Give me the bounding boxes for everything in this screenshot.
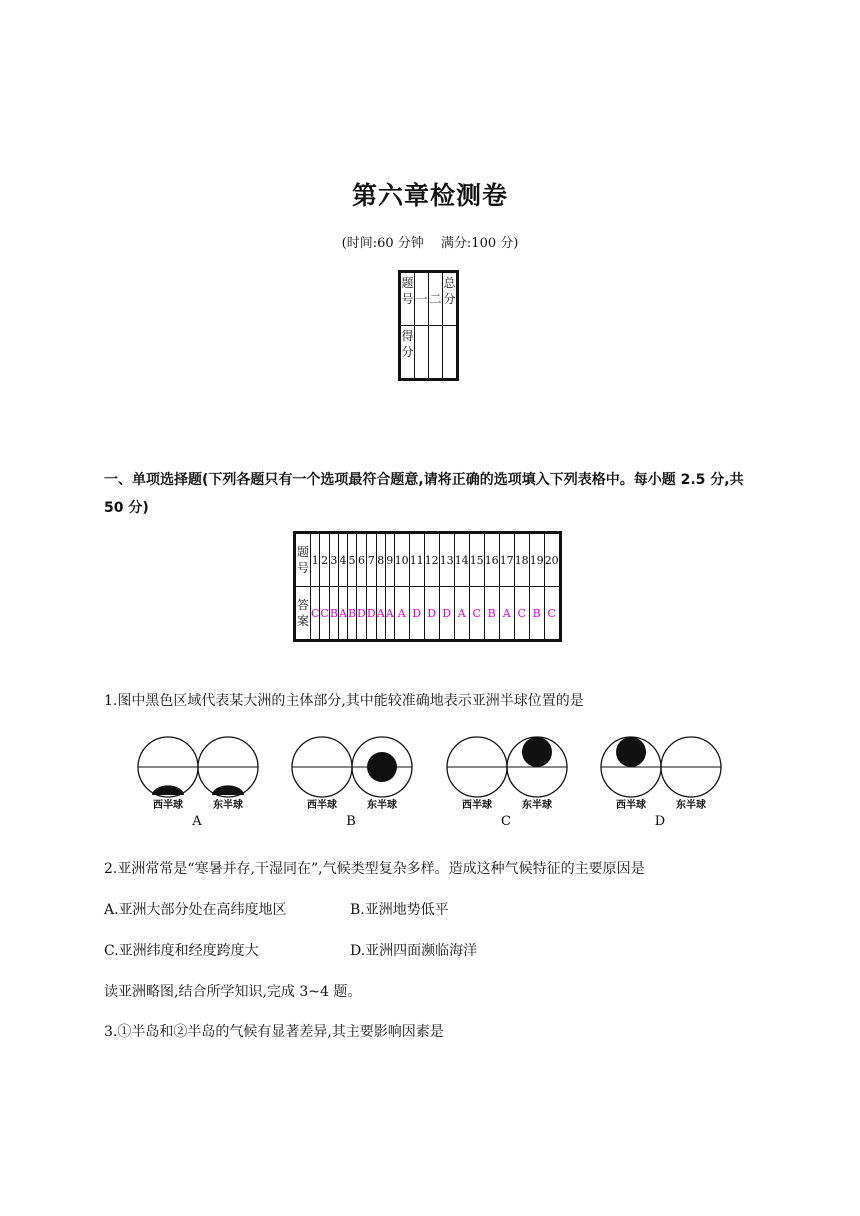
score-section-1: 一	[415, 272, 429, 326]
answer-number-cell: 2	[320, 533, 329, 587]
score-table	[398, 270, 459, 381]
west-hemisphere-label: 西半球	[462, 800, 492, 811]
question-2: 2.亚洲常常是“寒暑并存,干湿同在”,气候类型复杂多样。造成这种气候特征的主要原因是	[104, 861, 645, 877]
answer-number-cell: 4	[338, 533, 347, 587]
answer-value-cell: C	[469, 587, 484, 641]
answer-number-cell: 14	[454, 533, 469, 587]
continent-region	[367, 752, 397, 782]
hemisphere-figure	[130, 732, 730, 832]
option-letter: D	[654, 814, 666, 829]
answer-value-cell: A	[499, 587, 514, 641]
q2-option-a: A.亚洲大部分处在高纬度地区	[104, 902, 287, 918]
answer-value-cell: D	[439, 587, 454, 641]
hemisphere-option-1	[292, 737, 412, 829]
answer-number-cell: 15	[469, 533, 484, 587]
score-total-label: 总分	[443, 272, 458, 326]
continent-region	[212, 785, 244, 795]
answer-number-cell: 16	[484, 533, 499, 587]
q2-option-c: C.亚洲纬度和经度跨度大	[104, 943, 259, 959]
score-value-label: 得分	[400, 326, 415, 380]
score-cell	[429, 326, 443, 380]
east-hemisphere-label: 东半球	[676, 800, 706, 811]
east-hemisphere-label: 东半球	[522, 800, 552, 811]
answer-value-cell: A	[376, 587, 385, 641]
option-letter: B	[346, 814, 356, 829]
west-hemisphere-label: 西半球	[153, 800, 183, 811]
page-subtitle: (时间:60 分钟 满分:100 分)	[341, 236, 519, 251]
hemisphere-option-0	[138, 737, 258, 829]
answer-number-cell: 18	[514, 533, 529, 587]
answer-number-cell: 13	[439, 533, 454, 587]
answer-number-cell: 7	[366, 533, 376, 587]
answer-value-cell: C	[544, 587, 560, 641]
q2-option-b: B.亚洲地势低平	[350, 902, 449, 918]
answer-number-cell: 10	[394, 533, 409, 587]
answer-value-cell: D	[366, 587, 376, 641]
answer-value-cell: C	[320, 587, 329, 641]
q2-option-d: D.亚洲四面濒临海洋	[350, 943, 478, 959]
answer-number-cell: 6	[357, 533, 367, 587]
answer-number-cell: 19	[529, 533, 544, 587]
hemisphere-option-2	[447, 737, 567, 829]
answer-value-cell: A	[394, 587, 409, 641]
question-1: 1.图中黑色区域代表某大洲的主体部分,其中能较准确地表示亚洲半球位置的是	[104, 693, 584, 709]
west-hemisphere-label: 西半球	[307, 800, 337, 811]
continent-region	[616, 737, 646, 767]
continent-region	[152, 785, 184, 795]
answer-header-label: 题号	[295, 533, 311, 587]
answer-value-cell: B	[484, 587, 499, 641]
answer-value-cell: B	[347, 587, 356, 641]
continent-region	[522, 737, 552, 767]
answer-value-cell: D	[357, 587, 367, 641]
answer-number-cell: 9	[385, 533, 394, 587]
section-heading: 一、单项选择题(下列各题只有一个选项最符合题意,请将正确的选项填入下列表格中。每小题 2.5 分,共 50 分)	[104, 472, 744, 516]
answer-value-cell: A	[338, 587, 347, 641]
answer-value-cell: D	[409, 587, 424, 641]
score-section-2: 二	[429, 272, 443, 326]
answer-value-cell: A	[454, 587, 469, 641]
question-3: 3.①半岛和②半岛的气候有显著差异,其主要影响因素是	[104, 1024, 444, 1040]
east-hemisphere-label: 东半球	[367, 800, 397, 811]
answer-value-cell: A	[385, 587, 394, 641]
score-header-label: 题号	[400, 272, 415, 326]
answer-label: 答案	[295, 587, 311, 641]
answer-number-cell: 1	[311, 533, 320, 587]
answer-number-cell: 8	[376, 533, 385, 587]
page-title: 第六章检测卷	[351, 181, 508, 210]
west-hemisphere-label: 西半球	[616, 800, 646, 811]
answer-number-cell: 12	[424, 533, 439, 587]
answer-value-cell: B	[529, 587, 544, 641]
answer-number-cell: 5	[347, 533, 356, 587]
answer-value-cell: B	[329, 587, 338, 641]
instruction-3-4: 读亚洲略图,结合所学知识,完成 3~4 题。	[104, 984, 362, 1000]
answer-number-cell: 3	[329, 533, 338, 587]
answer-number-cell: 17	[499, 533, 514, 587]
east-hemisphere-label: 东半球	[213, 800, 243, 811]
option-letter: C	[501, 814, 511, 829]
answer-number-cell: 20	[544, 533, 560, 587]
hemisphere-option-3	[601, 737, 721, 829]
answer-value-cell: D	[424, 587, 439, 641]
option-letter: A	[192, 814, 202, 829]
score-cell	[443, 326, 458, 380]
answer-value-cell: C	[514, 587, 529, 641]
answer-value-cell: C	[311, 587, 320, 641]
score-cell	[415, 326, 429, 380]
answer-table	[293, 531, 562, 642]
answer-number-cell: 11	[409, 533, 424, 587]
